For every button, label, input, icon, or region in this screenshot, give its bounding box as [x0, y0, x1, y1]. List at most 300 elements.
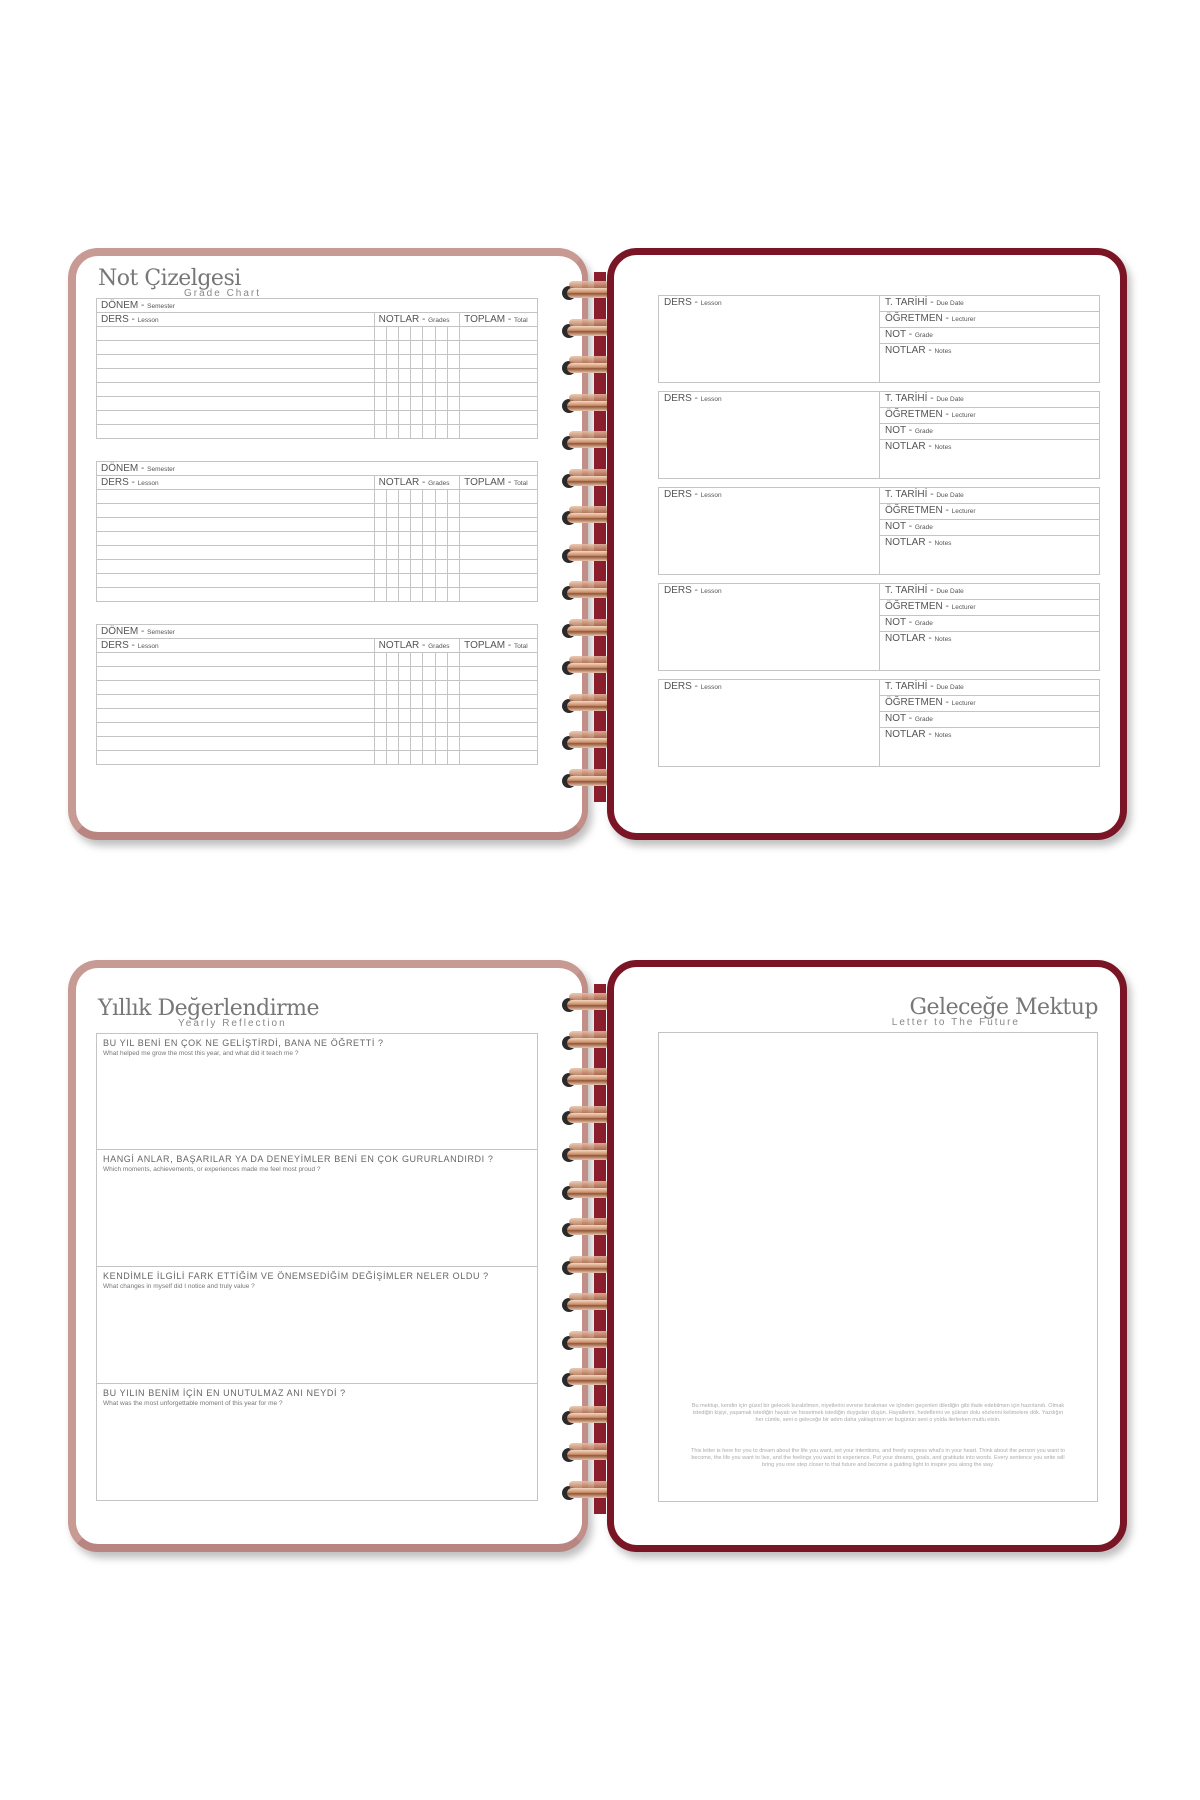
- grade-cell[interactable]: [435, 425, 447, 439]
- grade-cell[interactable]: [411, 667, 423, 681]
- total-cell[interactable]: [460, 737, 538, 751]
- grade-row: [97, 681, 538, 695]
- grade-cell[interactable]: [423, 341, 435, 355]
- grade-cell[interactable]: [374, 490, 386, 504]
- grade-cell[interactable]: [374, 723, 386, 737]
- lesson-cell[interactable]: [97, 546, 375, 560]
- lesson-field[interactable]: [659, 392, 879, 408]
- grade-cell[interactable]: [374, 546, 386, 560]
- grade-cell[interactable]: [447, 723, 459, 737]
- grade-cell[interactable]: [423, 490, 435, 504]
- grade-cell[interactable]: [386, 369, 398, 383]
- grade-row: [97, 546, 538, 560]
- lesson-label-en: Lesson: [700, 492, 722, 499]
- total-cell[interactable]: [460, 355, 538, 369]
- grade-table: [96, 624, 538, 765]
- lesson-cell[interactable]: [97, 397, 375, 411]
- total-label-en: Total: [513, 480, 528, 487]
- grade-cell[interactable]: [411, 532, 423, 546]
- grade-cell[interactable]: [435, 327, 447, 341]
- grade-cell[interactable]: [374, 560, 386, 574]
- lesson-cell[interactable]: [97, 411, 375, 425]
- grade-cell[interactable]: [435, 737, 447, 751]
- due-date-field[interactable]: [880, 392, 1099, 408]
- grade-cell[interactable]: [435, 574, 447, 588]
- grade-cell[interactable]: [447, 709, 459, 723]
- grade-label: NOT -: [885, 521, 913, 532]
- grade-cell[interactable]: [423, 411, 435, 425]
- total-cell[interactable]: [460, 560, 538, 574]
- grade-cell[interactable]: [399, 588, 411, 602]
- grade-cell[interactable]: [423, 751, 435, 765]
- grade-cell[interactable]: [435, 504, 447, 518]
- total-cell[interactable]: [460, 574, 538, 588]
- grade-cell[interactable]: [374, 653, 386, 667]
- grade-cell[interactable]: [399, 518, 411, 532]
- lesson-label-en: Lesson: [137, 643, 159, 650]
- grade-cell[interactable]: [435, 709, 447, 723]
- grade-field[interactable]: [880, 328, 1099, 344]
- grade-cell[interactable]: [411, 560, 423, 574]
- grade-cell[interactable]: [374, 695, 386, 709]
- grade-cell[interactable]: [399, 723, 411, 737]
- question-en: What helped me grow the most this year, and what did it teach me ?: [103, 1050, 299, 1057]
- grade-cell[interactable]: [411, 490, 423, 504]
- grade-cell[interactable]: [423, 383, 435, 397]
- total-label: TOPLAM -: [464, 477, 512, 488]
- due-date-field[interactable]: [880, 584, 1099, 600]
- grade-cell[interactable]: [399, 560, 411, 574]
- grade-cell[interactable]: [386, 653, 398, 667]
- lecturer-field[interactable]: [880, 600, 1099, 616]
- grade-cell[interactable]: [399, 751, 411, 765]
- grade-cell[interactable]: [447, 695, 459, 709]
- total-cell[interactable]: [460, 327, 538, 341]
- grade-cell[interactable]: [447, 560, 459, 574]
- semester-cell[interactable]: [97, 625, 538, 639]
- total-cell[interactable]: [460, 751, 538, 765]
- total-cell[interactable]: [460, 532, 538, 546]
- lesson-cell[interactable]: [97, 327, 375, 341]
- grade-cell[interactable]: [435, 695, 447, 709]
- total-cell[interactable]: [460, 723, 538, 737]
- notes-label-en: Notes: [934, 348, 952, 355]
- question-tr: KENDİMLE İLGİLİ FARK ETTİĞİM VE ÖNEMSEDİĞİM DEĞİŞİMLER NELER OLDU ?: [103, 1271, 489, 1281]
- grade-cell[interactable]: [399, 411, 411, 425]
- grade-cell[interactable]: [411, 574, 423, 588]
- grade-cell[interactable]: [399, 532, 411, 546]
- grade-cell[interactable]: [423, 709, 435, 723]
- grade-cell[interactable]: [374, 667, 386, 681]
- semester-label-en: Semester: [147, 466, 175, 473]
- due-date-field[interactable]: [880, 296, 1099, 312]
- grade-cell[interactable]: [374, 425, 386, 439]
- grade-cell[interactable]: [447, 341, 459, 355]
- grade-cell[interactable]: [435, 588, 447, 602]
- letter-writing-area[interactable]: [658, 1032, 1098, 1502]
- grade-cell[interactable]: [386, 425, 398, 439]
- total-cell[interactable]: [460, 681, 538, 695]
- grade-cell[interactable]: [447, 737, 459, 751]
- grade-cell[interactable]: [399, 681, 411, 695]
- grade-cell[interactable]: [399, 504, 411, 518]
- total-cell[interactable]: [460, 667, 538, 681]
- grade-cell[interactable]: [374, 588, 386, 602]
- grade-cell[interactable]: [399, 397, 411, 411]
- grade-cell[interactable]: [374, 681, 386, 695]
- grade-cell[interactable]: [423, 504, 435, 518]
- grade-cell[interactable]: [399, 327, 411, 341]
- lesson-cell[interactable]: [97, 560, 375, 574]
- grade-cell[interactable]: [411, 411, 423, 425]
- notes-field[interactable]: [880, 536, 1099, 552]
- grade-cell[interactable]: [374, 327, 386, 341]
- lesson-cell[interactable]: [97, 490, 375, 504]
- grade-cell[interactable]: [386, 504, 398, 518]
- question-box[interactable]: [96, 1384, 538, 1501]
- grades-label-en: Grades: [428, 317, 450, 324]
- grade-cell[interactable]: [423, 574, 435, 588]
- notes-label-en: Notes: [934, 636, 952, 643]
- grade-cell[interactable]: [386, 490, 398, 504]
- grade-cell[interactable]: [399, 667, 411, 681]
- grade-cell[interactable]: [411, 397, 423, 411]
- grade-cell[interactable]: [435, 532, 447, 546]
- grade-cell[interactable]: [374, 383, 386, 397]
- grade-cell[interactable]: [447, 397, 459, 411]
- grade-label-en: Grade: [914, 620, 933, 627]
- semester-cell[interactable]: [97, 462, 538, 476]
- lesson-label: DERS -: [664, 489, 698, 500]
- grade-cell[interactable]: [386, 327, 398, 341]
- grade-cell[interactable]: [447, 546, 459, 560]
- grade-cell[interactable]: [447, 425, 459, 439]
- grade-cell[interactable]: [435, 653, 447, 667]
- due-date-label-en: Due Date: [936, 396, 964, 403]
- grade-cell[interactable]: [411, 355, 423, 369]
- grade-cell[interactable]: [374, 397, 386, 411]
- grade-cell[interactable]: [447, 383, 459, 397]
- lesson-cell[interactable]: [97, 723, 375, 737]
- total-header: [460, 313, 538, 327]
- lesson-cell[interactable]: [97, 681, 375, 695]
- grade-cell[interactable]: [435, 383, 447, 397]
- grade-cell[interactable]: [411, 383, 423, 397]
- grade-cell[interactable]: [374, 355, 386, 369]
- lesson-cell[interactable]: [97, 667, 375, 681]
- grade-cell[interactable]: [399, 425, 411, 439]
- question-box[interactable]: [96, 1150, 538, 1267]
- lecturer-field[interactable]: [880, 504, 1099, 520]
- grade-cell[interactable]: [423, 369, 435, 383]
- notes-field[interactable]: [880, 344, 1099, 360]
- lesson-label-en: Lesson: [700, 684, 722, 691]
- grade-cell[interactable]: [447, 518, 459, 532]
- grade-cell[interactable]: [399, 490, 411, 504]
- grade-cell[interactable]: [411, 425, 423, 439]
- grade-cell[interactable]: [411, 518, 423, 532]
- grade-cell[interactable]: [435, 369, 447, 383]
- due-date-field[interactable]: [880, 680, 1099, 696]
- lesson-label: DERS -: [101, 477, 135, 488]
- lecturer-label-en: Lecturer: [951, 412, 976, 419]
- lesson-cell[interactable]: [97, 737, 375, 751]
- grade-cell[interactable]: [411, 681, 423, 695]
- grade-field[interactable]: [880, 520, 1099, 536]
- grade-cell[interactable]: [423, 588, 435, 602]
- grade-row: [97, 355, 538, 369]
- total-cell[interactable]: [460, 709, 538, 723]
- grade-cell[interactable]: [447, 751, 459, 765]
- grade-cell[interactable]: [399, 341, 411, 355]
- grade-row: [97, 574, 538, 588]
- notes-label: NOTLAR -: [885, 729, 932, 740]
- due-date-label-en: Due Date: [936, 588, 964, 595]
- grade-cell[interactable]: [447, 532, 459, 546]
- grade-cell[interactable]: [374, 411, 386, 425]
- lesson-box: [658, 583, 1100, 671]
- lesson-field[interactable]: [659, 296, 879, 312]
- grade-cell[interactable]: [399, 709, 411, 723]
- grade-cell[interactable]: [386, 667, 398, 681]
- total-cell[interactable]: [460, 695, 538, 709]
- grade-cell[interactable]: [386, 723, 398, 737]
- grade-cell[interactable]: [386, 383, 398, 397]
- lesson-field[interactable]: [659, 488, 879, 504]
- grade-cell[interactable]: [411, 737, 423, 751]
- grade-cell[interactable]: [423, 681, 435, 695]
- total-cell[interactable]: [460, 425, 538, 439]
- grade-cell[interactable]: [411, 709, 423, 723]
- grade-cell[interactable]: [386, 355, 398, 369]
- grade-label-en: Grade: [914, 716, 933, 723]
- lesson-cell[interactable]: [97, 653, 375, 667]
- grade-cell[interactable]: [411, 369, 423, 383]
- grade-cell[interactable]: [374, 737, 386, 751]
- grade-cell[interactable]: [399, 355, 411, 369]
- notes-field[interactable]: [880, 728, 1099, 744]
- grade-cell[interactable]: [386, 411, 398, 425]
- grade-cell[interactable]: [423, 518, 435, 532]
- grade-cell[interactable]: [423, 695, 435, 709]
- grade-cell[interactable]: [374, 518, 386, 532]
- question-box[interactable]: [96, 1033, 538, 1150]
- grade-cell[interactable]: [386, 574, 398, 588]
- grade-cell[interactable]: [374, 341, 386, 355]
- grade-cell[interactable]: [447, 653, 459, 667]
- grade-cell[interactable]: [374, 574, 386, 588]
- lesson-cell[interactable]: [97, 588, 375, 602]
- grade-cell[interactable]: [411, 504, 423, 518]
- lesson-header: [97, 639, 375, 653]
- lecturer-label: ÖĞRETMEN -: [885, 601, 949, 612]
- grade-cell[interactable]: [399, 383, 411, 397]
- grade-cell[interactable]: [386, 737, 398, 751]
- notes-field[interactable]: [880, 440, 1099, 456]
- grade-cell[interactable]: [423, 355, 435, 369]
- due-date-field[interactable]: [880, 488, 1099, 504]
- lesson-field[interactable]: [659, 680, 879, 696]
- lesson-cell[interactable]: [97, 341, 375, 355]
- due-date-label: T. TARİHİ -: [885, 585, 934, 596]
- grade-cell[interactable]: [435, 667, 447, 681]
- grade-cell[interactable]: [386, 588, 398, 602]
- grade-cell[interactable]: [399, 369, 411, 383]
- grade-cell[interactable]: [374, 369, 386, 383]
- grade-cell[interactable]: [435, 560, 447, 574]
- grade-cell[interactable]: [447, 588, 459, 602]
- lesson-cell[interactable]: [97, 369, 375, 383]
- grade-cell[interactable]: [386, 560, 398, 574]
- total-cell[interactable]: [460, 518, 538, 532]
- grade-cell[interactable]: [423, 667, 435, 681]
- lesson-details: [879, 296, 1099, 382]
- grade-row: [97, 709, 538, 723]
- notes-label-en: Notes: [934, 540, 952, 547]
- grade-cell[interactable]: [435, 518, 447, 532]
- lesson-cell[interactable]: [97, 425, 375, 439]
- due-date-label: T. TARİHİ -: [885, 393, 934, 404]
- grade-cell[interactable]: [447, 490, 459, 504]
- total-cell[interactable]: [460, 546, 538, 560]
- grade-cell[interactable]: [411, 695, 423, 709]
- grade-cell[interactable]: [423, 532, 435, 546]
- grade-cell[interactable]: [399, 737, 411, 751]
- grade-cell[interactable]: [447, 369, 459, 383]
- grade-cell[interactable]: [423, 327, 435, 341]
- grade-cell[interactable]: [423, 560, 435, 574]
- grade-cell[interactable]: [423, 653, 435, 667]
- total-cell[interactable]: [460, 341, 538, 355]
- grade-table: [96, 298, 538, 439]
- grade-field[interactable]: [880, 712, 1099, 728]
- grade-cell[interactable]: [423, 397, 435, 411]
- lecturer-label-en: Lecturer: [951, 700, 976, 707]
- top-spread: [0, 248, 1200, 848]
- lesson-cell[interactable]: [97, 355, 375, 369]
- notes-field[interactable]: [880, 632, 1099, 648]
- grade-cell[interactable]: [435, 411, 447, 425]
- grade-cell[interactable]: [399, 574, 411, 588]
- grade-cell[interactable]: [411, 327, 423, 341]
- grade-cell[interactable]: [411, 546, 423, 560]
- lesson-cell[interactable]: [97, 504, 375, 518]
- grade-cell[interactable]: [411, 751, 423, 765]
- lesson-cell[interactable]: [97, 383, 375, 397]
- grade-cell[interactable]: [386, 397, 398, 411]
- grade-cell[interactable]: [447, 681, 459, 695]
- lesson-label: DERS -: [664, 297, 698, 308]
- lesson-cell[interactable]: [97, 695, 375, 709]
- notes-label: NOTLAR -: [885, 345, 932, 356]
- grade-cell[interactable]: [447, 574, 459, 588]
- grade-cell[interactable]: [447, 327, 459, 341]
- grade-cell[interactable]: [447, 411, 459, 425]
- grade-cell[interactable]: [435, 751, 447, 765]
- lecturer-field[interactable]: [880, 408, 1099, 424]
- future-letter-page: [607, 960, 1127, 1552]
- lesson-header: [97, 476, 375, 490]
- grade-cell[interactable]: [447, 504, 459, 518]
- grade-cell[interactable]: [435, 723, 447, 737]
- lecturer-field[interactable]: [880, 696, 1099, 712]
- grade-cell[interactable]: [435, 397, 447, 411]
- lecturer-field[interactable]: [880, 312, 1099, 328]
- grade-cell[interactable]: [386, 695, 398, 709]
- grade-cell[interactable]: [386, 532, 398, 546]
- lesson-cell[interactable]: [97, 709, 375, 723]
- notes-label-en: Notes: [934, 732, 952, 739]
- grade-cell[interactable]: [411, 653, 423, 667]
- total-cell[interactable]: [460, 397, 538, 411]
- lesson-cell[interactable]: [97, 751, 375, 765]
- grade-cell[interactable]: [435, 490, 447, 504]
- grade-field[interactable]: [880, 424, 1099, 440]
- total-cell[interactable]: [460, 369, 538, 383]
- lesson-cell[interactable]: [97, 574, 375, 588]
- grade-cell[interactable]: [423, 425, 435, 439]
- grade-label-en: Grade: [914, 524, 933, 531]
- total-cell[interactable]: [460, 490, 538, 504]
- grade-cell[interactable]: [435, 681, 447, 695]
- grade-cell[interactable]: [423, 737, 435, 751]
- grade-cell[interactable]: [374, 751, 386, 765]
- grade-cell[interactable]: [386, 709, 398, 723]
- total-cell[interactable]: [460, 504, 538, 518]
- semester-cell[interactable]: [97, 299, 538, 313]
- grade-cell[interactable]: [386, 518, 398, 532]
- total-cell[interactable]: [460, 588, 538, 602]
- grade-cell[interactable]: [411, 723, 423, 737]
- question-box[interactable]: [96, 1267, 538, 1384]
- grade-cell[interactable]: [423, 546, 435, 560]
- grade-cell[interactable]: [411, 588, 423, 602]
- grade-cell[interactable]: [399, 695, 411, 709]
- grade-cell[interactable]: [411, 341, 423, 355]
- grade-cell[interactable]: [386, 546, 398, 560]
- grade-cell[interactable]: [399, 653, 411, 667]
- bottom-spread: [0, 960, 1200, 1560]
- grade-cell[interactable]: [386, 341, 398, 355]
- grade-cell[interactable]: [423, 723, 435, 737]
- total-cell[interactable]: [460, 383, 538, 397]
- lesson-cell[interactable]: [97, 518, 375, 532]
- due-date-label-en: Due Date: [936, 684, 964, 691]
- lesson-cell[interactable]: [97, 532, 375, 546]
- grade-cell[interactable]: [374, 709, 386, 723]
- grade-cell[interactable]: [447, 667, 459, 681]
- total-cell[interactable]: [460, 653, 538, 667]
- grade-cell[interactable]: [435, 355, 447, 369]
- grade-cell[interactable]: [386, 751, 398, 765]
- grade-cell[interactable]: [374, 504, 386, 518]
- grade-cell[interactable]: [374, 532, 386, 546]
- grade-cell[interactable]: [399, 546, 411, 560]
- total-cell[interactable]: [460, 411, 538, 425]
- yearly-reflection-page: [68, 960, 588, 1552]
- lesson-field[interactable]: [659, 584, 879, 600]
- grade-field[interactable]: [880, 616, 1099, 632]
- lesson-header: [97, 313, 375, 327]
- lecturer-label: ÖĞRETMEN -: [885, 409, 949, 420]
- grade-row: [97, 653, 538, 667]
- grade-cell[interactable]: [447, 355, 459, 369]
- lesson-label-en: Lesson: [700, 396, 722, 403]
- grade-cell[interactable]: [435, 341, 447, 355]
- grade-cell[interactable]: [386, 681, 398, 695]
- grade-cell[interactable]: [435, 546, 447, 560]
- lesson-details: [879, 680, 1099, 766]
